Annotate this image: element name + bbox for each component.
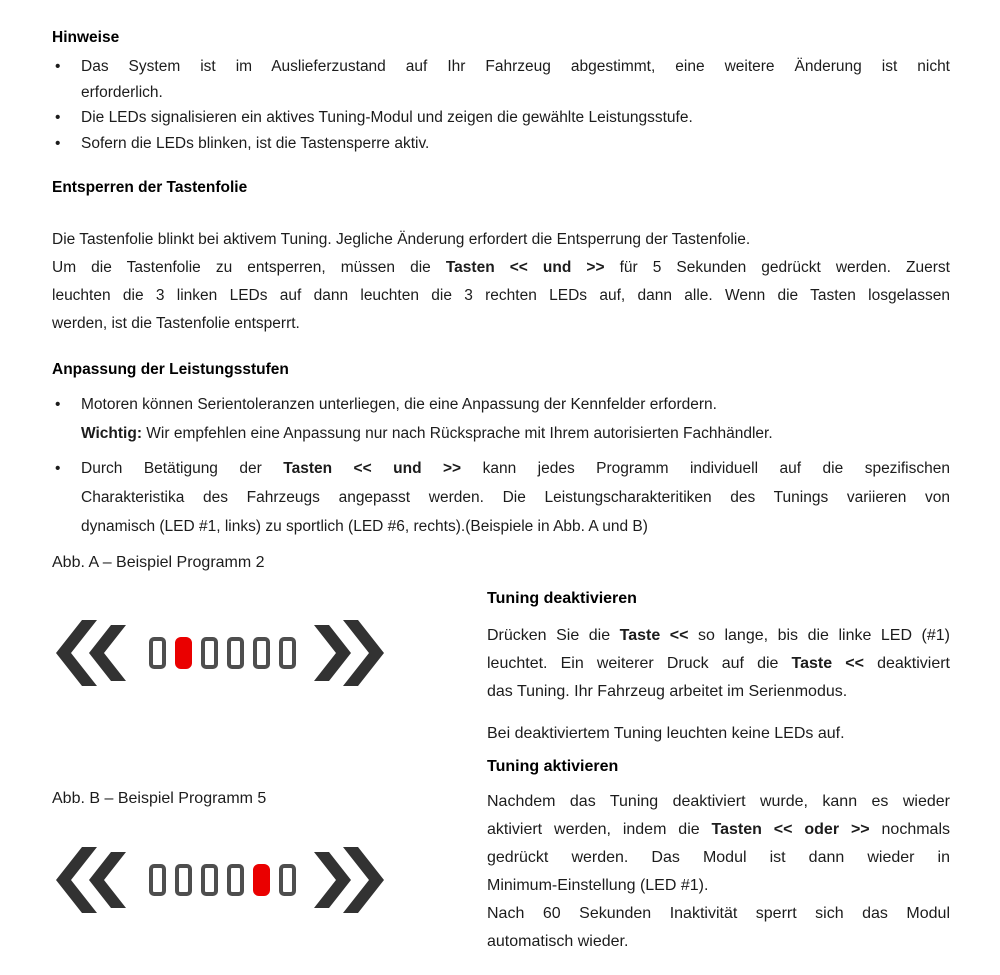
paragraph [487,788,950,900]
text-line: Um die Tastenfolie zu entsperren, müssen die Tasten << und >> für 5 Sekunden gedrückt werden. Zuerst [52,259,950,276]
text-line: dynamisch (LED #1, links) zu sportlich (LED #6, rechts).(Beispiele in Abb. A und B) [81,518,648,535]
led-row [149,637,296,669]
text-line: das Tuning. Ihr Fahrzeug arbeitet im Serienmodus. [487,683,848,700]
text-line: automatisch wieder. [487,933,629,950]
bullet-text [81,454,950,541]
paragraph [487,622,950,706]
list-item [52,390,950,448]
section-title-entsperren: Entsperren der Tastenfolie [52,179,248,196]
figure-a-led-panel [56,620,384,686]
text-line: Charakteristika des Fahrzeugs angepasst werden. Die Leistungscharakteritiken des Tunings variieren von [81,489,950,506]
bullet-icon: • [55,58,61,75]
paragraph [52,254,950,338]
text-line: Die LEDs signalisieren ein aktives Tuning-Modul und zeigen die gewählte Leistungsstufe. [81,109,693,126]
text-line: Minimum-Einstellung (LED #1). [487,877,709,894]
right-column [487,588,950,956]
led-off [149,864,166,896]
text-line: Bei deaktiviertem Tuning leuchten keine LEDs auf. [487,725,845,742]
paragraph [487,720,950,748]
list-item [52,131,950,157]
text-line: Das System ist im Auslieferzustand auf Ihr Fahrzeug abgestimmt, eine weitere Änderung ist nicht [81,58,950,75]
led-off [253,637,270,669]
bullet-text [81,390,950,448]
bullet-icon: • [55,460,61,477]
text-line: Drücken Sie die Taste << so lange, bis die linke LED (#1) [487,627,951,644]
hinweise-list [52,54,950,156]
anpassung-list [52,390,950,541]
text-line: Sofern die LEDs blinken, ist die Tastensperre aktiv. [81,134,430,152]
led-on [253,864,270,896]
bullet-text [81,131,950,157]
main-text-flow [52,28,950,541]
led-off [279,864,296,896]
led-row [149,864,296,896]
text-line: Wichtig: Wir empfehlen eine Anpassung nur nach Rücksprache mit Ihrem autorisierten Fachhändler. [81,425,773,442]
text-line: erforderlich. [81,83,163,101]
led-off [201,637,218,669]
led-off [279,637,296,669]
bullet-icon: • [55,109,61,126]
text-line: gedrückt werden. Das Modul ist dann wieder in [487,849,950,866]
bullet-icon: • [55,396,61,413]
text-line: werden, ist die Tastenfolie entsperrt. [52,315,300,332]
led-on [175,637,192,669]
text-line: Nachdem das Tuning deaktiviert wurde, kann es wieder [487,793,950,810]
led-off [227,864,244,896]
text-line: Die Tastenfolie blinkt bei aktivem Tuning. Jegliche Änderung erfordert die Entsperrung der Tastenfolie. [52,231,751,248]
figure-b-caption: Abb. B – Beispiel Programm 5 [52,790,267,807]
figure-b-led-panel [56,847,384,913]
text-line: Motoren können Serientoleranzen unterliegen, die eine Anpassung der Kennfelder erfordern. [81,396,717,413]
text-line: leuchten die 3 linken LEDs auf dann leuchten die 3 rechten LEDs auf, dann alle. Wenn die Tasten losgelassen [52,287,950,304]
led-off [227,637,244,669]
paragraph [52,226,950,254]
list-item [52,454,950,541]
bullet-text [81,54,950,105]
list-item [52,54,950,105]
led-off [201,864,218,896]
figure-a-caption: Abb. A – Beispiel Programm 2 [52,554,265,571]
text-line: leuchtet. Ein weiterer Druck auf die Taste << deaktiviert [487,655,950,672]
section-title-hinweise: Hinweise [52,29,120,46]
subsection-title-deaktivieren: Tuning deaktivieren [487,590,637,607]
double-chevron-right-icon [314,847,384,913]
double-chevron-left-icon [56,620,126,686]
led-off [149,637,166,669]
section-title-anpassung: Anpassung der Leistungsstufen [52,361,289,378]
bullet-icon: • [55,134,61,152]
bullet-text [81,105,950,131]
list-item [52,105,950,131]
double-chevron-left-icon [56,847,126,913]
paragraph [487,900,950,956]
text-line: aktiviert werden, indem die Tasten << oder >> nochmals [487,821,951,838]
text-line: Durch Betätigung der Tasten << und >> kann jedes Programm individuell auf die spezifischen [81,460,950,477]
double-chevron-right-icon [314,620,384,686]
text-line: Nach 60 Sekunden Inaktivität sperrt sich das Modul [487,905,950,922]
led-off [175,864,192,896]
subsection-title-aktivieren: Tuning aktivieren [487,758,619,775]
